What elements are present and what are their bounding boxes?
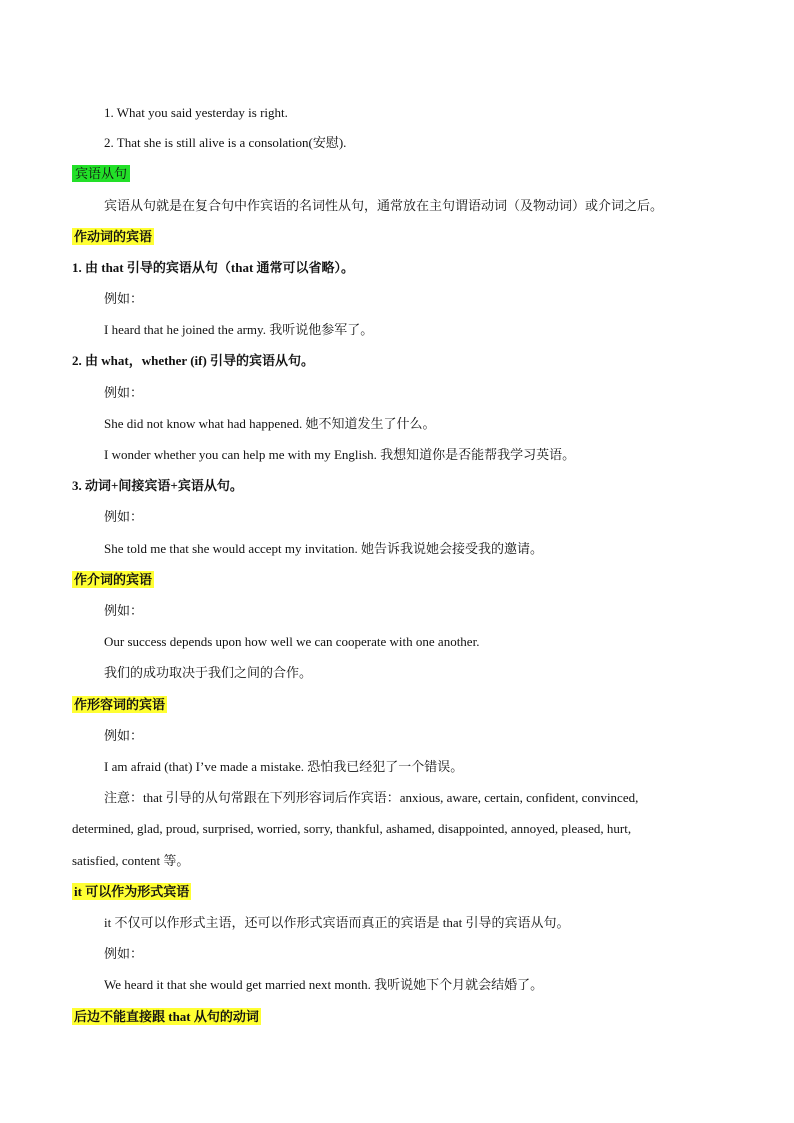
intro-paragraph: 宾语从句就是在复合句中作宾语的名词性从句，通常放在主句谓语动词（及物动词）或介词之后。: [104, 198, 664, 213]
highlight-yellow: it 可以作为形式宾语: [74, 884, 190, 899]
section-heading-it-formal-object: [72, 883, 191, 901]
example-label: 例如：: [104, 603, 144, 618]
point-1-title: 1. 由 that 引导的宾语从句（that 通常可以省略）。: [72, 260, 355, 275]
sentence-married: We heard it that she would get married next month. 我听说她下个月就会结婚了。: [104, 977, 544, 992]
example-label: 例如：: [104, 291, 144, 306]
point-3-title: 3. 动词+间接宾语+宾语从句。: [72, 478, 243, 493]
point-2-title: 2. 由 what，whether (if) 引导的宾语从句。: [72, 353, 315, 368]
note-line-2: determined, glad, proud, surprised, worried, sorry, thankful, ashamed, disappointed, annoyed, pleased, hurt,: [72, 821, 632, 836]
highlight-yellow: 作介词的宾语: [74, 572, 153, 587]
sentence-happened: She did not know what had happened. 她不知道发生了什么。: [104, 416, 436, 431]
example-label: 例如：: [104, 385, 144, 400]
note-line-3: satisfied, content 等。: [72, 853, 190, 868]
sentence-army: I heard that he joined the army. 我听说他参军了。: [104, 322, 374, 337]
example-sentence-2: 2. That she is still alive is a consolation(安慰).: [104, 135, 347, 150]
it-description: it 不仅可以作形式主语，还可以作形式宾语而真正的宾语是 that 引导的宾语从句。: [104, 915, 570, 930]
section-heading-adj-object: [72, 696, 167, 714]
example-sentence-1: 1. What you said yesterday is right.: [104, 105, 288, 120]
highlight-yellow: 后边不能直接跟 that 从句的动词: [74, 1009, 259, 1024]
section-heading-no-that-verbs: [72, 1008, 261, 1026]
highlight-green: 宾语从句: [72, 165, 130, 182]
sentence-success-translation: 我们的成功取决于我们之间的合作。: [104, 665, 313, 680]
example-label: 例如：: [104, 509, 144, 524]
section-heading-object-clause: [72, 165, 130, 183]
example-label: 例如：: [104, 946, 144, 961]
section-heading-verb-object: [72, 228, 154, 246]
sentence-wonder: I wonder whether you can help me with my English. 我想知道你是否能帮我学习英语。: [104, 447, 576, 462]
highlight-yellow: 作动词的宾语: [74, 229, 153, 244]
note-line-1: 注意：that 引导的从句常跟在下列形容词后作宾语：anxious, aware, certain, confident, convinced,: [104, 790, 639, 805]
section-heading-prep-object: [72, 571, 154, 589]
sentence-afraid: I am afraid (that) I’ve made a mistake. 恐怕我已经犯了一个错误。: [104, 759, 464, 774]
sentence-invitation: She told me that she would accept my invitation. 她告诉我说她会接受我的邀请。: [104, 541, 544, 556]
example-label: 例如：: [104, 728, 144, 743]
highlight-yellow: 作形容词的宾语: [74, 697, 166, 712]
sentence-success: Our success depends upon how well we can cooperate with one another.: [104, 634, 480, 649]
